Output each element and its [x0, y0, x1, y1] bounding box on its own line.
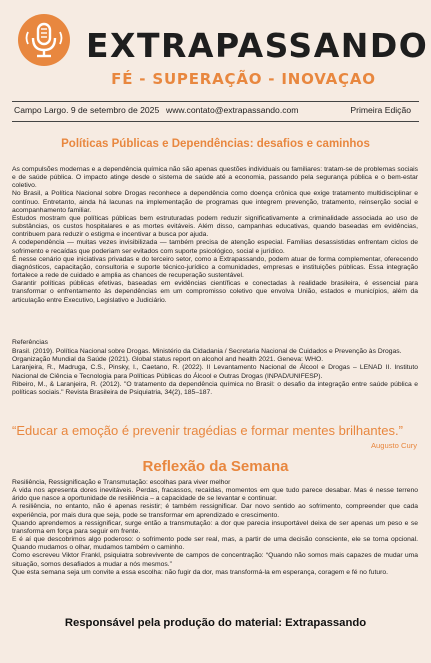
reflection-paragraph: A resiliência, no entanto, não é apenas resistir; é também ressignificar. Dar novo sentido ao sofrimento, compreender que cada experiência, por mais dura que seja, pode se transformar em aprendizado e crescimento.: [12, 503, 418, 519]
divider: [12, 121, 419, 122]
references-title: Referências: [12, 339, 49, 346]
article-body: [12, 166, 418, 305]
reflection-paragraph: Quando aprendemos a ressignificar, surge então a transmutação: a dor que parecia insuportável deixa de ser apenas um peso e se transforma em força para seguir em frente.: [12, 519, 418, 535]
references: [12, 339, 418, 397]
issue-date: Campo Largo. 9 de setembro de 2025: [14, 105, 160, 115]
article-paragraph: As compulsões modernas e a dependência química não são apenas questões individuais ou familiares: tratam-se de problemas sociais e de saúde pública. O impacto atinge desde o sistema de saúde até a economia, passando pela segurança pública e o bem-estar coletivo.: [12, 166, 418, 190]
reflection-paragraph: Resiliência, Ressignificação e Transmutação: escolhas para viver melhor: [12, 479, 231, 486]
edition-label: Primeira Edição: [350, 105, 411, 115]
article-paragraph: No Brasil, a Política Nacional sobre Drogas reconhece a dependência como doença crônica que exige tratamento multidisciplinar e contínuo. Entretanto, ainda há lacunas na implementação de programas que integrem prevenção, tratamento, reinserção social e acompanhamento familiar.: [12, 190, 418, 214]
article-paragraph: Estudos mostram que políticas públicas bem estruturadas podem reduzir significativamente a criminalidade associada ao uso de substâncias, os custos hospitalares e as mortes evitáveis. Além disso, campanhas educativas, quando baseadas em evidências, contribuem para reduzir o estigma e incentivar a busca por ajuda.: [12, 214, 418, 239]
microphone-icon: [18, 14, 70, 66]
brand-name: EXTRAPASSANDO: [86, 26, 429, 65]
article-paragraph: É nesse cenário que iniciativas privadas e do terceiro setor, como a Extrapassando, podem atuar de forma complementar, oferecendo diagnósticos, capacitação, consultoria e suporte técnico-jurídico a comunidades, empresas e instituições públicas. Essa integração fortalece a rede de cuidado e amplia as chances de recuperação sustentável.: [12, 255, 418, 280]
reflection-paragraph: A vida nos apresenta dores inevitáveis. Perdas, fracassos, recaídas, momentos em que tudo parece desabar. Mas é nesse terreno árido que nasce a oportunidade de resiliência – a capacidade de se levantar e continuar.: [12, 487, 418, 503]
quote-author: Augusto Cury: [370, 441, 417, 450]
reference-item: Laranjeira, R., Madruga, C.S., Pinsky, I., Caetano, R. (2022). II Levantamento Nacional de Álcool e Drogas – LENAD II. Instituto Nacional de Ciência e Tecnologia para Políticas Públicas do Álcool e Outras Drogas (INPAD/UNIFESP).: [12, 364, 418, 380]
article-title: Políticas Públicas e Dependências: desafios e caminhos: [61, 138, 370, 150]
reflection-paragraph: E é aí que descobrimos algo poderoso: o sofrimento pode ser real, mas, a partir de uma decisão consciente, ele se torna opcional. Quando mudamos o olhar, mudamos também o caminho.: [12, 536, 418, 552]
reflection-title: Reflexão da Semana: [142, 458, 289, 475]
reflection-body: [12, 479, 418, 577]
brand-slogan: FÉ - SUPERAÇÃO - INOVAÇAO: [111, 70, 376, 88]
article-paragraph: Garantir políticas públicas efetivas, baseadas em evidências científicas e conectadas à realidade brasileira, é essencial para transformar o enfrentamento às dependências em um compromisso coletivo que envolva União, estados e municípios, além da articulação entre Executivo, Legislativo e Judiciário.: [12, 280, 418, 304]
masthead: [0, 0, 431, 100]
reference-item: Organização Mundial da Saúde (2021). Global status report on alcohol and health 2021. Geneva: WHO.: [12, 356, 324, 364]
info-bar: [14, 105, 417, 119]
quote-text: “Educar a emoção é prevenir tragédias e formar mentes brilhantes.”: [12, 423, 403, 438]
footer-credit: Responsável pela produção do material: Extrapassando: [64, 617, 367, 629]
reflection-paragraph: Que esta semana seja um convite a essa escolha: não fugir da dor, mas transformá-la em esperança, coragem e fé no futuro.: [12, 568, 388, 576]
reference-item: Brasil. (2019). Política Nacional sobre Drogas. Ministério da Cidadania / Secretaria Nacional de Cuidados e Prevenção às Drogas.: [12, 348, 402, 356]
contact-link[interactable]: www.contato@extrapassando.com: [166, 105, 299, 115]
reference-item: Ribeiro, M., & Laranjeira, R. (2012). "O tratamento da dependência química no Brasil: o desafio da integração entre saúde pública e políticas sociais." Revista Brasileira de Psiquiatria, 34(2), 185–187.: [12, 380, 418, 396]
article-paragraph: A codependência — muitas vezes invisibilizada — também precisa de atenção especial. Famílias desassistidas enfrentam ciclos de sofrimento e recaídas que poderiam ser evitados com suporte psicológico, social e jurídico.: [12, 239, 418, 255]
reflection-paragraph: Como escreveu Viktor Frankl, psiquiatra sobrevivente de campos de concentração: “Quando não somos mais capazes de mudar uma situação, somos desafiados a mudar a nós mesmos.”: [12, 552, 418, 568]
divider: [12, 101, 419, 102]
